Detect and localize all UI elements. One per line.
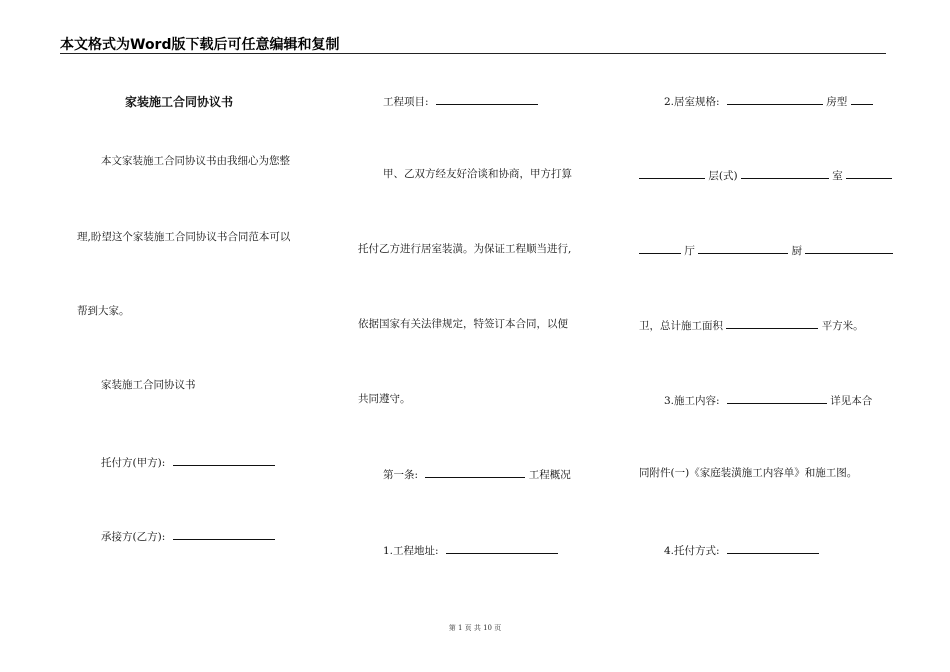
article-1-prefix: 第一条:	[383, 469, 419, 481]
para-line-1: 甲、乙双方经友好洽谈和协商，甲方打算	[383, 168, 572, 180]
content-blank	[727, 392, 827, 404]
page-number: 第 1 页 共 10 页	[448, 624, 502, 632]
party-b-blank	[173, 528, 275, 540]
article-1-blank	[425, 466, 525, 478]
address-line	[383, 542, 558, 558]
address-blank	[446, 542, 558, 554]
party-a-line	[101, 454, 275, 470]
project-line	[383, 93, 538, 109]
payment-label: 4.托付方式:	[664, 545, 720, 557]
document-title: 家装施工合同协议书	[125, 95, 234, 109]
spec-line	[664, 93, 873, 109]
para-line-3: 依据国家有关法律规定，特签订本合同，以便	[358, 318, 568, 330]
address-label: 1.工程地址:	[383, 545, 439, 557]
para-line-2: 托付乙方进行居室装潢。为保证工程顺当进行,	[358, 243, 572, 255]
spec-blank	[727, 93, 823, 105]
contract-subtitle: 家装施工合同协议书	[101, 379, 196, 391]
spec-label: 2.居室规格:	[664, 96, 720, 108]
intro-line-2: 理,盼望这个家装施工合同协议书合同范本可以	[77, 231, 291, 243]
payment-line	[664, 542, 819, 558]
article-1-suffix: 工程概况	[528, 469, 571, 481]
project-blank	[436, 93, 538, 105]
para-line-4: 共同遵守。	[358, 393, 411, 405]
header-divider	[60, 53, 886, 54]
article-1-line	[383, 466, 571, 482]
intro-line-3: 帮到大家。	[77, 305, 130, 317]
party-b-line	[101, 528, 275, 544]
party-a-label: 托付方(甲方):	[101, 457, 166, 469]
area-line	[639, 317, 864, 333]
hall-kitchen-line	[639, 242, 893, 258]
kitchen-blank	[698, 242, 788, 254]
kitchen-label: 厨	[791, 245, 803, 257]
area-blank	[726, 317, 818, 329]
party-b-label: 承接方(乙方):	[101, 531, 166, 543]
content-line	[664, 392, 872, 408]
room-type-label: 房型	[826, 96, 848, 108]
attachment-line: 同附件(一)《家庭装潢施工内容单》和施工图。	[639, 467, 858, 479]
bath-area-label: 卫，总计施工面积	[639, 320, 723, 332]
hall-label: 厅	[684, 245, 695, 257]
room-tail-blank	[846, 167, 892, 179]
intro-line-1: 本文家装施工合同协议书由我细心为您整	[101, 155, 290, 167]
hall-blank	[639, 242, 681, 254]
project-label: 工程项目:	[383, 96, 429, 108]
sqm-label: 平方米。	[821, 320, 864, 332]
kitchen-tail-blank	[805, 242, 893, 254]
room-label: 室	[832, 170, 843, 182]
payment-blank	[727, 542, 819, 554]
room-blank	[741, 167, 829, 179]
room-type-blank	[851, 93, 873, 105]
floor-label: 层(式)	[708, 170, 738, 182]
party-a-blank	[173, 454, 275, 466]
content-suffix: 详见本合	[830, 395, 873, 407]
content-label: 3.施工内容:	[664, 395, 720, 407]
floor-blank	[639, 167, 705, 179]
page-header-title: 本文格式为Word版下载后可任意编辑和复制	[60, 37, 340, 53]
floor-room-line	[639, 167, 892, 183]
